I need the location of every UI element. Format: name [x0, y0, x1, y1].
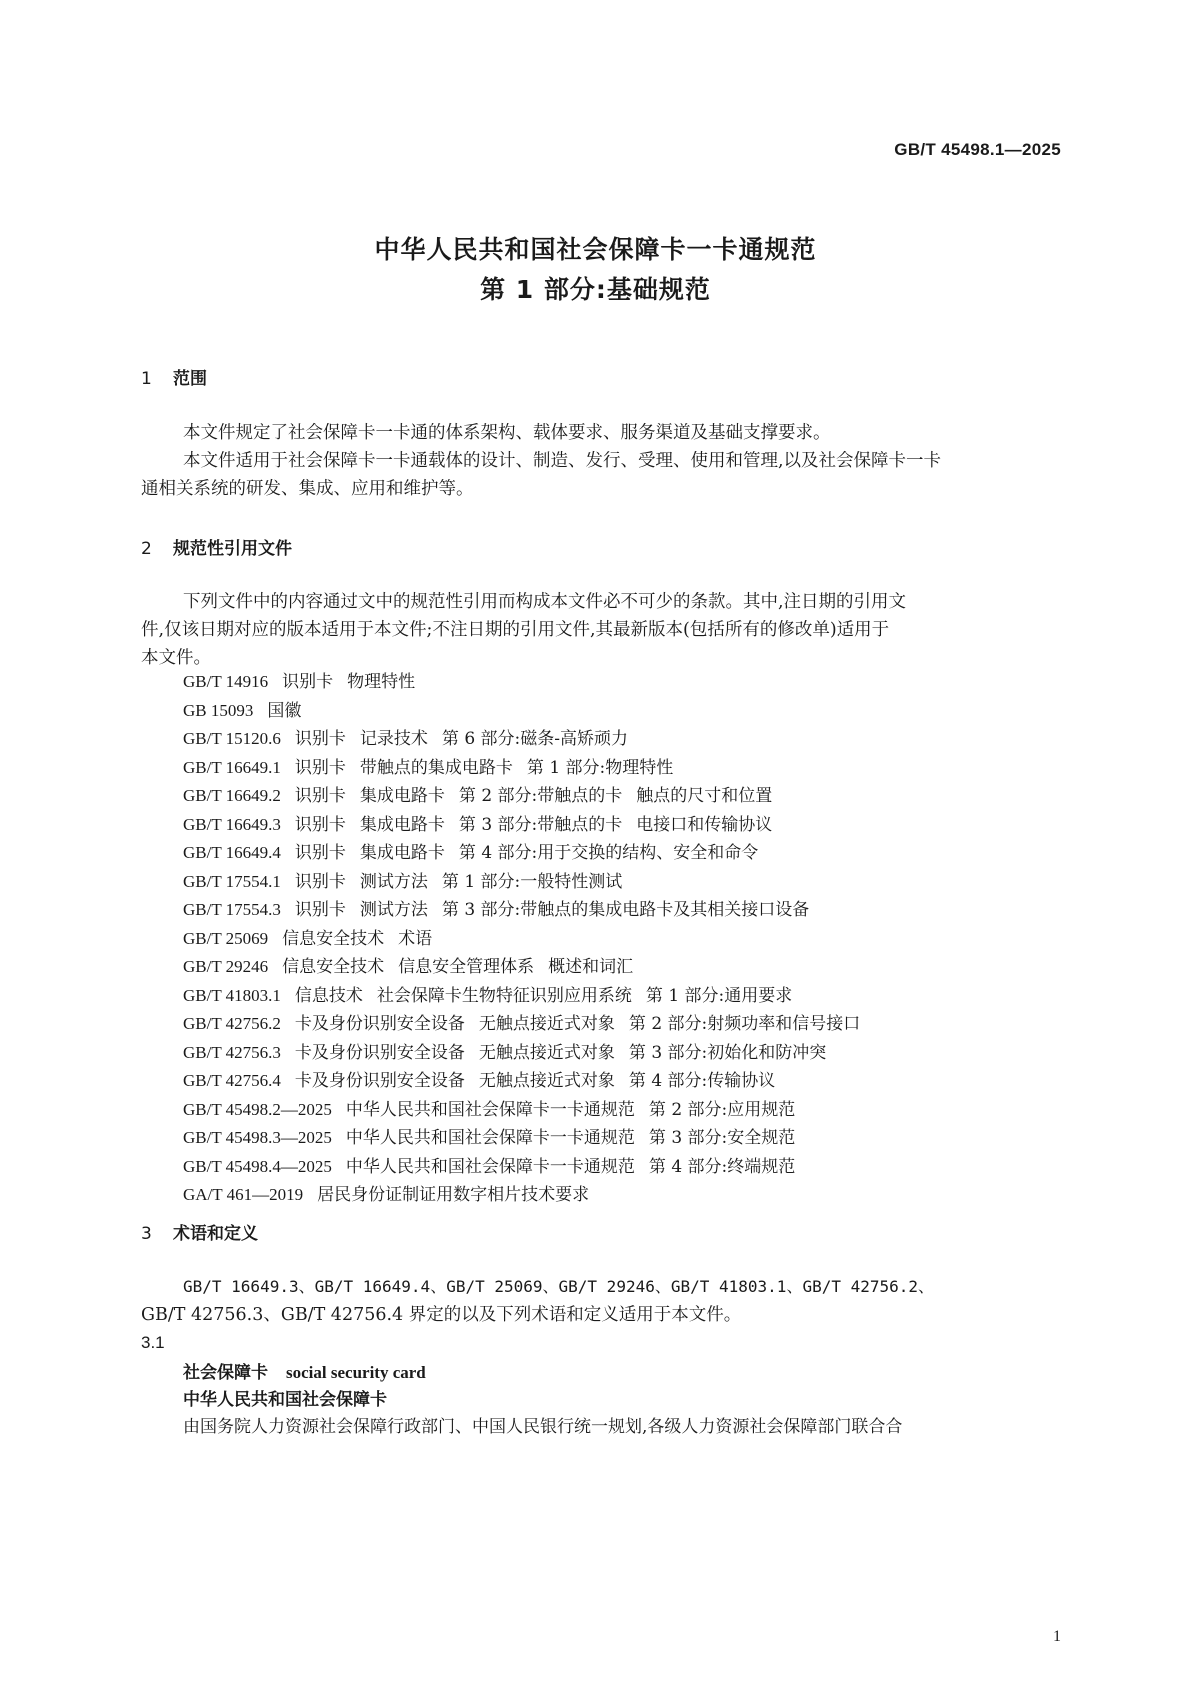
section-number: 1: [141, 369, 152, 389]
reference-code: GB/T 45498.2—2025: [183, 1099, 332, 1119]
reference-code: GB/T 41803.1: [183, 985, 281, 1005]
reference-title-part: 第 4 部分:终端规范: [648, 1156, 796, 1177]
reference-list: [183, 668, 874, 1210]
reference-title-part: 无触点接近式对象: [478, 1071, 615, 1091]
reference-code: GA/T 461—2019: [183, 1185, 304, 1204]
reference-title-part: 触点的尺寸和位置: [636, 786, 773, 806]
reference-title-part: 测试方法: [359, 900, 428, 920]
section-1-heading: [141, 364, 207, 389]
reference-title-part: 第 2 部分:应用规范: [648, 1099, 796, 1120]
section-2-heading: [141, 534, 292, 559]
reference-title-part: 带触点的集成电路卡: [359, 757, 513, 778]
reference-code: GB 15093: [183, 700, 254, 720]
reference-item: [183, 1124, 874, 1153]
reference-title-part: 识别卡: [294, 843, 346, 863]
term-chinese: 社会保障卡: [183, 1363, 268, 1383]
paragraph-cont: 通相关系统的研发、集成、应用和维护等。: [141, 479, 474, 499]
reference-title-part: 第 1 部分:物理特性: [526, 757, 674, 778]
reference-code: GB/T 17554.1: [183, 871, 281, 891]
reference-title-part: 识别卡: [294, 871, 346, 892]
paragraph-cont: 件,仅该日期对应的版本适用于本文件;不注日期的引用文件,其最新版本(包括所有的修改单)适用于: [141, 620, 890, 640]
reference-title-part: 第 4 部分:传输协议: [628, 1071, 776, 1091]
reference-code: GB/T 14916: [183, 672, 269, 691]
reference-title-part: 第 3 部分:安全规范: [648, 1128, 796, 1148]
reference-title-part: 电接口和传输协议: [636, 814, 773, 835]
reference-code: GB/T 16649.2: [183, 786, 281, 805]
reference-item: [183, 925, 874, 954]
reference-item: [183, 725, 874, 754]
reference-title-part: 卡及身份识别安全设备: [294, 1014, 465, 1034]
reference-item: [183, 697, 874, 726]
reference-item: [183, 1067, 874, 1096]
paragraph: 下列文件中的内容通过文中的规范性引用而构成本文件必不可少的条款。其中,注日期的引用文: [183, 592, 907, 612]
reference-title-part: 记录技术: [359, 729, 428, 749]
reference-item: [183, 982, 874, 1011]
term-english: social security card: [286, 1363, 426, 1382]
reference-code: GB/T 45498.3—2025: [183, 1128, 332, 1147]
reference-title-part: 识别卡: [294, 757, 346, 778]
section-title: 范围: [173, 369, 207, 389]
reference-title-part: 第 3 部分:带触点的集成电路卡及其相关接口设备: [441, 900, 810, 920]
term-entry: [183, 1358, 426, 1383]
reference-item: [183, 668, 874, 697]
reference-item: [183, 754, 874, 783]
reference-code: GB/T 45498.4—2025: [183, 1156, 332, 1176]
section-number: 2: [141, 539, 152, 559]
reference-title-part: 识别卡: [282, 672, 334, 692]
reference-item: [183, 868, 874, 897]
reference-item: [183, 896, 874, 925]
reference-title-part: 国徽: [267, 700, 302, 721]
reference-code: GB/T 42756.3: [183, 1042, 281, 1062]
term-definition: 由国务院人力资源社会保障行政部门、中国人民银行统一规划,各级人力资源社会保障部门联合合: [183, 1417, 903, 1437]
section-title: 术语和定义: [173, 1224, 258, 1244]
reference-item: [183, 839, 874, 868]
reference-title-part: 集成电路卡: [359, 786, 445, 806]
reference-title-part: 社会保障卡生物特征识别应用系统: [376, 985, 632, 1006]
page-number: 1: [1053, 1628, 1061, 1645]
reference-item: [183, 1153, 874, 1182]
reference-item: [183, 953, 874, 982]
reference-title-part: 无触点接近式对象: [478, 1014, 615, 1034]
term-synonym: 中华人民共和国社会保障卡: [183, 1390, 387, 1410]
reference-code: GB/T 16649.3: [183, 814, 281, 834]
reference-item: [183, 782, 874, 811]
reference-title-part: 中华人民共和国社会保障卡一卡通规范: [345, 1156, 635, 1177]
reference-title-part: 信息技术: [294, 985, 363, 1006]
section-3-heading: [141, 1219, 258, 1244]
reference-title-part: 无触点接近式对象: [478, 1042, 615, 1063]
term-number: 3.1: [141, 1333, 165, 1352]
reference-title-part: 第 1 部分:一般特性测试: [441, 871, 623, 892]
paragraph: 本文件适用于社会保障卡一卡通载体的设计、制造、发行、受理、使用和管理,以及社会保障卡一卡: [183, 451, 942, 471]
document-subtitle: 第 1 部分:基础规范: [480, 275, 711, 304]
reference-title-part: 测试方法: [359, 871, 428, 892]
paragraph-cont: GB/T 42756.3、GB/T 42756.4 界定的以及下列术语和定义适用于本文件。: [141, 1305, 742, 1325]
reference-title-part: 信息安全技术: [282, 928, 385, 949]
reference-title-part: 第 6 部分:磁条-高矫顽力: [441, 729, 629, 749]
reference-code: GB/T 25069: [183, 928, 269, 948]
reference-title-part: 信息安全技术: [282, 957, 385, 977]
reference-code: GB/T 16649.1: [183, 757, 281, 777]
reference-title-part: 概述和词汇: [548, 957, 634, 977]
reference-title-part: 第 3 部分:初始化和防冲突: [628, 1042, 827, 1063]
reference-title-part: 信息安全管理体系: [398, 957, 535, 977]
standard-number: GB/T 45498.1—2025: [894, 140, 1061, 159]
paragraph: GB/T 16649.3、GB/T 16649.4、GB/T 25069、GB/T 29246、GB/T 41803.1、GB/T 42756.2、: [183, 1277, 935, 1296]
reference-title-part: 第 3 部分:带触点的卡: [458, 814, 623, 835]
reference-title-part: 中华人民共和国社会保障卡一卡通规范: [345, 1099, 635, 1120]
reference-title-part: 第 2 部分:带触点的卡: [458, 786, 623, 806]
reference-title-part: 居民身份证制证用数字相片技术要求: [317, 1185, 590, 1205]
reference-code: GB/T 16649.4: [183, 843, 281, 862]
reference-code: GB/T 42756.2: [183, 1014, 281, 1033]
reference-title-part: 术语: [398, 928, 433, 949]
reference-code: GB/T 15120.6: [183, 729, 281, 748]
reference-title-part: 识别卡: [294, 729, 346, 749]
reference-title-part: 物理特性: [347, 672, 416, 692]
reference-code: GB/T 29246: [183, 957, 269, 976]
reference-title-part: 识别卡: [294, 900, 346, 920]
reference-code: GB/T 42756.4: [183, 1071, 281, 1090]
reference-item: [183, 1039, 874, 1068]
document-title: 中华人民共和国社会保障卡一卡通规范: [374, 235, 817, 264]
reference-title-part: 识别卡: [294, 786, 346, 806]
reference-item: [183, 1181, 874, 1210]
reference-item: [183, 1010, 874, 1039]
reference-code: GB/T 17554.3: [183, 900, 281, 919]
reference-title-part: 第 2 部分:射频功率和信号接口: [628, 1014, 861, 1034]
reference-title-part: 集成电路卡: [359, 843, 445, 863]
reference-title-part: 第 4 部分:用于交换的结构、安全和命令: [458, 843, 759, 863]
section-number: 3: [141, 1224, 152, 1244]
reference-title-part: 识别卡: [294, 814, 346, 835]
reference-title-part: 卡及身份识别安全设备: [294, 1071, 465, 1091]
reference-item: [183, 811, 874, 840]
reference-title-part: 集成电路卡: [359, 814, 445, 835]
reference-title-part: 第 1 部分:通用要求: [645, 985, 793, 1006]
section-title: 规范性引用文件: [173, 539, 292, 559]
paragraph-cont: 本文件。: [141, 648, 211, 668]
reference-title-part: 卡及身份识别安全设备: [294, 1042, 465, 1063]
reference-item: [183, 1096, 874, 1125]
paragraph: 本文件规定了社会保障卡一卡通的体系架构、载体要求、服务渠道及基础支撑要求。: [183, 423, 831, 443]
reference-title-part: 中华人民共和国社会保障卡一卡通规范: [345, 1128, 635, 1148]
